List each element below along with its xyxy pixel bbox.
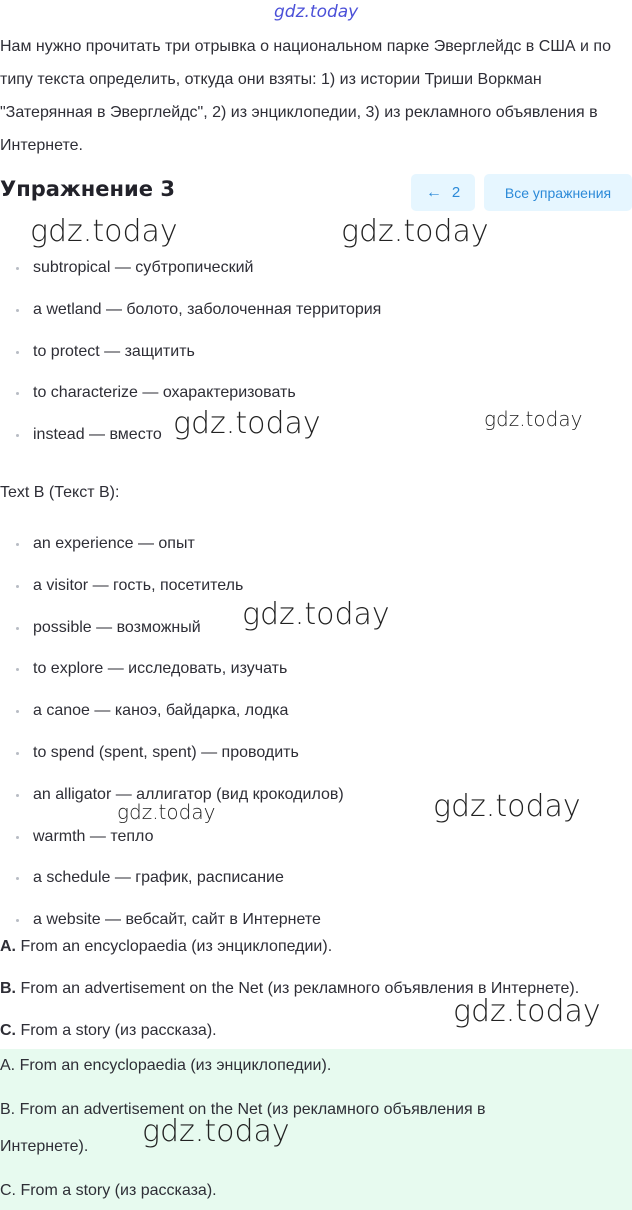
list-item: subtropical — субтропический [0,258,381,300]
all-exercises-label: Все упражнения [504,184,612,201]
summary-line-a: A. From an encyclopaedia (из энциклопедии). [0,1057,332,1074]
bullet-icon [16,543,19,546]
list-item: to spend (spent, spent) — проводить [0,743,344,785]
watermark: gdz.today [173,406,321,441]
prev-exercise-button[interactable] [411,174,475,211]
watermark: gdz.today [453,994,601,1029]
list-item: possible — возможный [0,618,344,660]
bullet-icon [16,392,19,395]
bullet-icon [16,434,19,437]
watermark: gdz.today [142,1114,290,1149]
summary-line-b2: Интернете). [0,1138,89,1155]
list-item: a schedule — график, расписание [0,868,344,910]
bullet-icon [16,668,19,671]
watermark-top: gdz.today [274,2,359,22]
bullet-icon [16,627,19,630]
list-item: a wetland — болото, заболоченная территория [0,300,381,342]
list-item: instead — вместо [0,425,381,467]
watermark: gdz.today [30,214,178,249]
bullet-icon [16,351,19,354]
bullet-icon [16,877,19,880]
watermark: gdz.today [341,214,489,249]
answer-c: C. From a story (из рассказа). [0,1022,217,1039]
exercise-title: Упражнение 3 [0,177,175,201]
bullet-icon [16,836,19,839]
bullet-icon [16,267,19,270]
answer-box [0,1049,632,1210]
summary-line-b1: B. From an advertisement on the Net (из рекламного объявления в [0,1101,486,1118]
list-item: to characterize — охарактеризовать [0,383,381,425]
all-exercises-button[interactable] [484,174,632,211]
prev-exercise-number: 2 [451,184,461,201]
bullet-icon [16,752,19,755]
bullet-icon [16,794,19,797]
arrow-left-icon: ← [425,183,442,201]
watermark: gdz.today [117,800,216,824]
list-item: warmth — тепло [0,827,344,869]
vocab-list-b [0,534,344,952]
vocab-list-a [0,258,381,467]
bullet-icon [16,919,19,922]
list-item: to protect — защитить [0,342,381,384]
intro-paragraph: Нам нужно прочитать три отрывка о национальном парке Эверглейдс в США и по типу текста определить, откуда они взяты: 1) из истории Триши Воркман "Затерянная в Эверглейдс", 2) из энциклопедии, 3) из рекламного объявления в Интернете. [0,38,611,154]
summary-line-c: C. From a story (из рассказа). [0,1182,217,1199]
text-b-label: Text B (Текст B): [0,484,120,501]
answer-b: B. From an advertisement on the Net (из рекламного объявления в Интернете). [0,980,580,997]
bullet-icon [16,585,19,588]
list-item: to explore — исследовать, изучать [0,659,344,701]
bullet-icon [16,710,19,713]
list-item: an experience — опыт [0,534,344,576]
list-item: a website — вебсайт, сайт в Интернете [0,910,344,952]
list-item: an alligator — аллигатор (вид крокодилов) [0,785,344,827]
answer-a: A. From an encyclopaedia (из энциклопедии). [0,938,333,955]
watermark: gdz.today [433,789,581,824]
watermark: gdz.today [242,597,390,632]
bullet-icon [16,309,19,312]
list-item: a canoe — каноэ, байдарка, лодка [0,701,344,743]
watermark: gdz.today [484,407,583,431]
list-item: a visitor — гость, посетитель [0,576,344,618]
